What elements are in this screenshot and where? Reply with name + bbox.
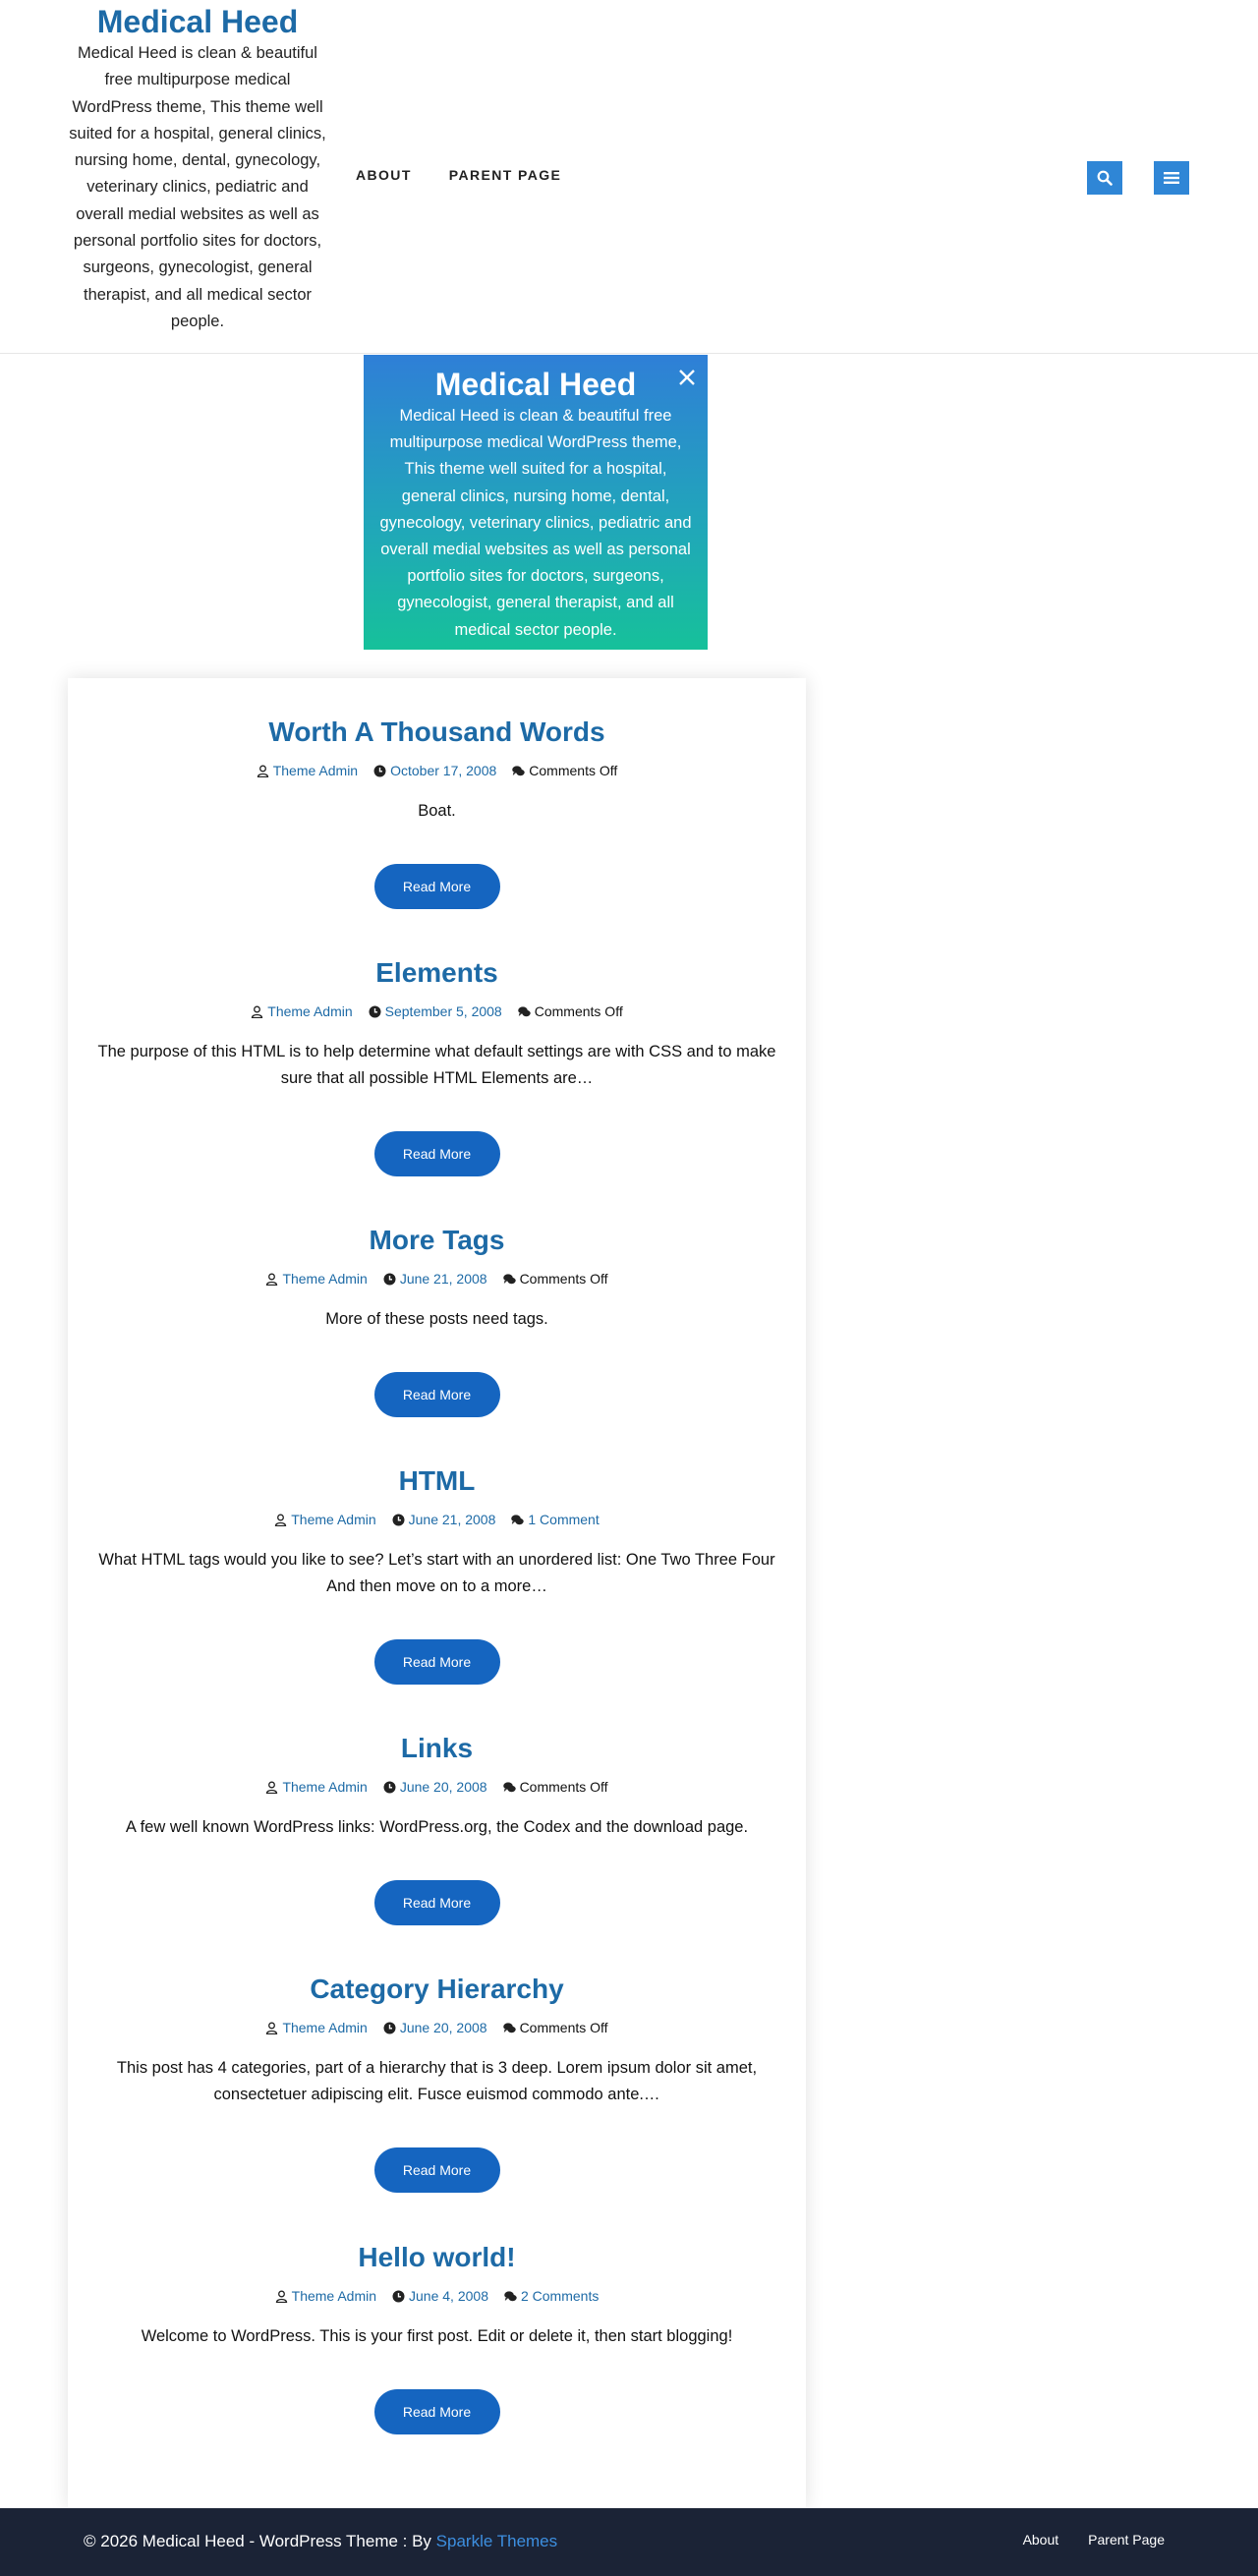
post-title[interactable]: Worth A Thousand Words <box>268 716 605 747</box>
comments-icon <box>512 765 525 777</box>
site-description: Medical Heed is clean & beautiful free multipurpose medical WordPress theme, This theme well suited for a hospital, general clinics, nursing home, dental, gynecology, veterinary clinics, pediatric and overall medial websites as well as personal portfolio sites for doctors, surgeons, gynecologist, general therapist, and all medical sector people. <box>69 44 326 330</box>
post-date[interactable] <box>392 2286 488 2306</box>
read-more-button[interactable]: Read More <box>374 1372 500 1417</box>
site-title[interactable]: Medical Heed <box>96 4 299 39</box>
post-excerpt: The purpose of this HTML is to help determine what default settings are with CSS and to make sure that all possible HTML Elements are… <box>97 1043 776 1087</box>
clock-icon <box>392 1514 405 1526</box>
post-meta <box>68 1777 806 1797</box>
search-icon <box>1097 170 1113 186</box>
post-date-text[interactable]: June 20, 2008 <box>399 1779 487 1795</box>
post-excerpt: This post has 4 categories, part of a hierarchy that is 3 deep. Lorem ipsum dolor sit amet, consectetuer adipiscing elit. Fusce euismod commodo ante.… <box>116 2059 758 2103</box>
post-meta <box>68 2286 806 2306</box>
post-author[interactable] <box>265 1269 367 1288</box>
post-comments <box>503 2018 608 2037</box>
footer-nav-about[interactable]: About <box>1022 2532 1059 2547</box>
clock-icon <box>369 1005 381 1018</box>
footer-navigation <box>1023 2532 1165 2547</box>
post-author-name[interactable]: Theme Admin <box>282 2020 368 2035</box>
posts-container <box>68 678 806 2508</box>
post-meta <box>68 1510 806 1529</box>
post-excerpt: What HTML tags would you like to see? Let’s start with an unordered list: One Two Three Four And then move on to a more… <box>98 1551 775 1595</box>
post-author[interactable] <box>275 2286 376 2306</box>
clock-icon <box>392 2290 405 2303</box>
comments-icon <box>503 1273 516 1286</box>
post-excerpt: Boat. <box>418 802 456 820</box>
post-date[interactable] <box>383 2018 487 2037</box>
post-author[interactable] <box>257 761 358 780</box>
copyright <box>84 2532 557 2551</box>
post-date-text[interactable]: June 4, 2008 <box>409 2288 488 2304</box>
user-icon <box>257 765 269 777</box>
nav-item-about[interactable]: ABOUT <box>356 167 412 183</box>
post-comments-text: Comments Off <box>519 1779 608 1795</box>
post-author-name[interactable]: Theme Admin <box>272 763 359 778</box>
clock-icon <box>383 1273 396 1286</box>
post-title[interactable]: Links <box>400 1733 474 1763</box>
post-meta <box>68 1002 806 1021</box>
post-comments <box>503 1777 608 1797</box>
post-date[interactable] <box>369 1002 502 1021</box>
post-meta <box>68 1269 806 1288</box>
post-meta <box>68 2018 806 2037</box>
read-more-button[interactable]: Read More <box>374 2147 500 2193</box>
post-date[interactable] <box>383 1777 487 1797</box>
post-author-name[interactable]: Theme Admin <box>282 1271 368 1287</box>
post-item <box>68 1973 806 2193</box>
comments-icon <box>503 2022 516 2034</box>
post-date[interactable] <box>383 1269 487 1288</box>
post-title[interactable]: Hello world! <box>358 2242 516 2272</box>
post-item <box>68 1732 806 1925</box>
read-more-button[interactable]: Read More <box>374 2389 500 2434</box>
post-date[interactable] <box>373 761 496 780</box>
post-author[interactable] <box>251 1002 352 1021</box>
site-branding <box>69 4 326 335</box>
post-item <box>68 1464 806 1685</box>
clock-icon <box>383 1781 396 1794</box>
site-footer <box>0 2508 1258 2576</box>
post-author[interactable] <box>265 1777 367 1797</box>
read-more-button[interactable]: Read More <box>374 1131 500 1176</box>
post-date-text[interactable]: June 20, 2008 <box>399 2020 487 2035</box>
clock-icon <box>373 765 386 777</box>
post-author-name[interactable]: Theme Admin <box>267 1003 353 1019</box>
post-title[interactable]: Category Hierarchy <box>310 1974 564 2004</box>
post-item <box>68 716 806 909</box>
post-excerpt: Welcome to WordPress. This is your first post. Edit or delete it, then start blogging! <box>141 2327 733 2345</box>
post-comments <box>518 1002 623 1021</box>
post-item <box>68 1224 806 1417</box>
user-icon <box>265 1781 278 1794</box>
copyright-text: © 2026 Medical Heed - WordPress Theme : By <box>84 2532 436 2550</box>
post-comments-text: Comments Off <box>519 1271 608 1287</box>
post-date-text[interactable]: June 21, 2008 <box>408 1512 496 1527</box>
post-item <box>68 956 806 1176</box>
post-comments-link[interactable]: 1 Comment <box>528 1512 600 1527</box>
read-more-button[interactable]: Read More <box>374 1639 500 1685</box>
credit-link[interactable]: Sparkle Themes <box>435 2532 558 2550</box>
read-more-button[interactable]: Read More <box>374 1880 500 1925</box>
post-author-name[interactable]: Theme Admin <box>291 1512 376 1527</box>
nav-item-parent-page[interactable]: PARENT PAGE <box>448 167 562 183</box>
comments-icon <box>518 1005 531 1018</box>
post-comments-text: Comments Off <box>534 1003 623 1019</box>
post-date-text[interactable]: June 21, 2008 <box>399 1271 487 1287</box>
post-author-name[interactable]: Theme Admin <box>282 1779 368 1795</box>
post-item <box>68 2241 806 2434</box>
menu-toggle-button[interactable] <box>1154 161 1189 195</box>
user-icon <box>275 2290 288 2303</box>
post-title[interactable]: More Tags <box>369 1225 505 1255</box>
post-meta <box>68 761 806 780</box>
post-author[interactable] <box>265 2018 367 2037</box>
post-author-name[interactable]: Theme Admin <box>291 2288 377 2304</box>
post-author[interactable] <box>274 1510 375 1529</box>
site-header <box>0 0 1258 354</box>
popup-description: Medical Heed is clean & beautiful free multipurpose medical WordPress theme, This theme well suited for a hospital, general clinics, nursing home, dental, gynecology, veterinary clinics, pediatric and overall medial websites as well as personal portfolio sites for doctors, surgeons, gynecologist, general therapist, and all medical sector people. <box>379 407 692 639</box>
comments-icon <box>503 1781 516 1794</box>
user-icon <box>274 1514 287 1526</box>
post-title[interactable]: Elements <box>375 957 498 988</box>
clock-icon <box>383 2022 396 2034</box>
post-excerpt: A few well known WordPress links: WordPress.org, the Codex and the download page. <box>125 1818 749 1836</box>
search-button[interactable] <box>1087 161 1122 195</box>
post-comments-text: Comments Off <box>519 2020 608 2035</box>
close-icon[interactable] <box>678 369 696 386</box>
popup-title: Medical Heed <box>434 367 637 402</box>
user-icon <box>265 1273 278 1286</box>
post-comments-link[interactable]: 2 Comments <box>520 2288 600 2304</box>
comments-icon <box>504 2290 517 2303</box>
read-more-button[interactable]: Read More <box>374 864 500 909</box>
comments-icon <box>511 1514 524 1526</box>
post-date-text[interactable]: September 5, 2008 <box>384 1003 502 1019</box>
site-info-popup <box>364 355 708 650</box>
post-comments <box>503 1269 608 1288</box>
post-title[interactable]: HTML <box>398 1465 476 1496</box>
user-icon <box>265 2022 278 2034</box>
post-excerpt: More of these posts need tags. <box>325 1310 548 1328</box>
hamburger-menu-icon <box>1164 171 1179 185</box>
post-comments[interactable] <box>511 1510 599 1529</box>
main-navigation <box>356 167 561 183</box>
post-comments[interactable] <box>504 2286 599 2306</box>
post-date-text[interactable]: October 17, 2008 <box>390 763 497 778</box>
post-date[interactable] <box>392 1510 496 1529</box>
user-icon <box>251 1005 263 1018</box>
post-comments-text: Comments Off <box>529 763 618 778</box>
post-comments <box>512 761 617 780</box>
footer-nav-parent-page[interactable]: Parent Page <box>1088 2532 1165 2547</box>
